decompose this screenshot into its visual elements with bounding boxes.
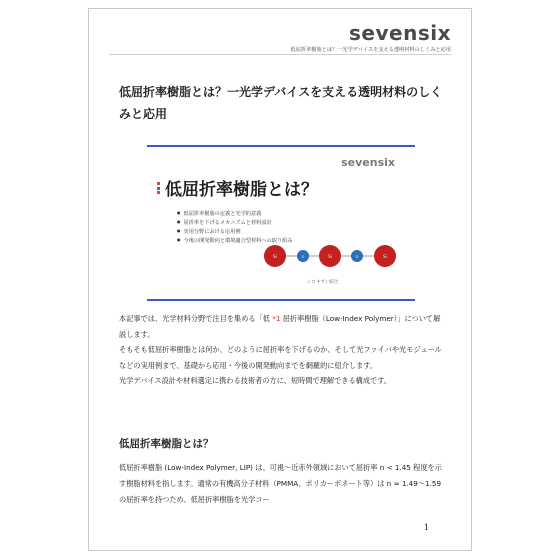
intro-paragraph: そもそも低屈折率樹脂とは何か、どのように屈折率を下げるのか、そして光ファイバや光モジュールなどの実用例まで、基礎から応用・今後の開発動向までを網羅的に紹介します。 (119, 345, 442, 370)
section-heading: 低屈折率樹脂とは？ (119, 438, 214, 450)
figure-bullet: ● 今後の開発動向と環境適合型材料への取り組み (177, 236, 292, 245)
intro-text-part: 本記事では、光学材料分野で注目を集める「低 (119, 314, 273, 323)
figure-top-rule (147, 145, 415, 147)
footnote-mark: *1 (272, 314, 281, 323)
title-marker-icon (157, 182, 160, 196)
section-text: 低屈折率樹脂 (Low-Index Polymer, LIP) は、可視～近赤外領域において屈折率 n < 1.45 程度を示す樹脂材料を指します。通常の有機高分子材料（PMMA、ポリカーボネート等）は n ≈ 1.49～1.59 の屈折率を持つため、低屈折率樹脂を光学コー (119, 463, 442, 504)
header-divider (109, 54, 451, 55)
atom-label: Si (383, 254, 387, 259)
header-subtitle: 低屈折率樹脂とは？一光学デバイスを支える透明材料のしくみと応用 (290, 47, 451, 53)
intro-text (119, 311, 445, 389)
figure-bullet: ● 屈折率を下げるメカニズムと材料設計 (177, 218, 292, 227)
intro-paragraph: 光学デバイス設計や材料選定に携わる技術者の方に、短時間で理解できる構成です。 (119, 376, 392, 385)
document-page (88, 8, 472, 551)
figure-bottom-rule (147, 299, 415, 301)
figure-bullet: ● 実用分野における応用例 (177, 227, 292, 236)
brand-logo: sevensix (349, 21, 451, 45)
atom-label: Si (328, 254, 332, 259)
figure-title: 低屈折率樹脂とは？ (165, 180, 318, 200)
atom-label: O (355, 255, 359, 259)
siloxane-chain-diagram (263, 237, 397, 275)
intro-paragraph (119, 311, 445, 342)
atom-label: Si (273, 254, 277, 259)
figure-brand-logo: sevensix (341, 156, 395, 169)
atom-label: O (301, 255, 305, 259)
figure-bullet: ● 低屈折率樹脂の定義と光学的意義 (177, 209, 292, 218)
page-number: 1 (423, 523, 429, 532)
page-title: 低屈折率樹脂とは？一光学デバイスを支える透明材料のしくみと応用 (119, 85, 443, 121)
figure-caption: シロキサン結合 (307, 280, 339, 285)
hero-figure (147, 145, 415, 301)
intro-text-part: 屈折率樹脂（Low-Index Polymer）」について解説します。 (119, 314, 441, 339)
